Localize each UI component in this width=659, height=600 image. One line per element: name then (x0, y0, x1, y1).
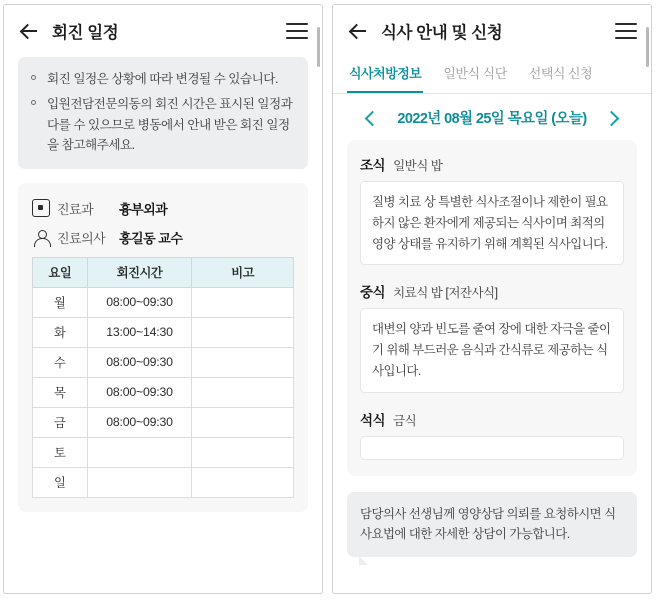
meal-header-lunch (360, 281, 624, 301)
tip-section (347, 492, 637, 557)
left-appbar (4, 5, 322, 57)
hamburger-line (286, 30, 308, 32)
notice-box (18, 57, 308, 169)
meal-kind: 금식 (393, 413, 417, 428)
back-arrow-icon[interactable] (18, 20, 40, 42)
scrollbar[interactable] (646, 27, 649, 67)
cell-note (192, 437, 294, 467)
tab-general-menu[interactable]: 일반식 식단 (443, 66, 507, 81)
notice-text: 입원전담전문의동의 회진 시간은 표시된 일정과 다를 수 있으므로 병동에서 안내 받은 회진 일정을 참고해주세요. (47, 97, 293, 153)
cell-day: 월 (33, 287, 88, 317)
notice-text: 회진 일정은 상황에 따라 변경될 수 있습니다. (47, 72, 278, 86)
date-navigator (333, 94, 651, 140)
cell-note (192, 377, 294, 407)
cell-day: 목 (33, 377, 88, 407)
meal-name: 석식 (360, 412, 386, 428)
cell-time: 08:00~09:30 (87, 377, 191, 407)
hamburger-line (615, 37, 637, 39)
right-appbar (333, 5, 651, 57)
notice-item (31, 94, 295, 155)
current-date-label: 2022년 08월 25일 목요일 (오늘) (397, 111, 587, 127)
back-arrow-icon[interactable] (347, 20, 369, 42)
doctor-label: 진료의사 (57, 230, 106, 246)
department-label: 진료과 (57, 201, 94, 217)
hamburger-line (286, 37, 308, 39)
table-row (33, 437, 294, 467)
table-row (33, 377, 294, 407)
cell-time (87, 467, 191, 497)
doctor-row (32, 228, 294, 247)
left-content (4, 57, 322, 593)
notice-item (31, 69, 295, 89)
page-title: 식사 안내 및 신청 (381, 24, 503, 42)
table-row (33, 317, 294, 347)
hamburger-line (615, 23, 637, 25)
meal-header-breakfast (360, 154, 624, 174)
cell-note (192, 347, 294, 377)
tab-select-meal-request[interactable]: 선택식 신청 (528, 66, 593, 81)
table-row (33, 287, 294, 317)
hamburger-line (286, 23, 308, 25)
tip-tail-decoration (359, 556, 368, 565)
meal-description-dinner (360, 436, 624, 460)
schedule-card (18, 183, 308, 512)
right-screen (332, 4, 652, 594)
cell-day: 금 (33, 407, 88, 437)
rounds-table (32, 257, 294, 498)
department-value: 흉부외과 (119, 201, 168, 217)
cell-day: 화 (33, 317, 88, 347)
meal-name: 중식 (360, 285, 386, 301)
cell-note (192, 467, 294, 497)
hamburger-icon[interactable] (286, 23, 308, 39)
cell-time: 13:00~14:30 (87, 317, 191, 347)
cell-time: 08:00~09:30 (87, 287, 191, 317)
chevron-right-icon[interactable] (605, 110, 621, 126)
chevron-left-icon[interactable] (363, 110, 379, 126)
column-header-note: 비고 (192, 257, 294, 287)
left-screen (3, 4, 323, 594)
tab-bar (333, 57, 651, 94)
cell-day: 일 (33, 467, 88, 497)
meal-header-dinner (360, 409, 624, 429)
cell-note (192, 287, 294, 317)
table-row (33, 407, 294, 437)
meal-description-lunch: 대변의 양과 빈도를 줄여 장에 대한 자극을 줄이기 위해 부드러운 음식과 간식류로 제공하는 식사입니다. (360, 308, 624, 392)
cell-time (87, 437, 191, 467)
bullet-circle-icon (31, 100, 43, 155)
tip-text: 담당의사 선생님께 영양상담 의뢰를 요청하시면 식사요법에 대한 자세한 상담이 가능합니다. (347, 492, 637, 557)
tab-diet-prescription[interactable]: 식사처방정보 (347, 57, 423, 93)
column-header-day: 요일 (33, 257, 88, 287)
meal-kind: 일반식 밥 (393, 159, 443, 173)
meal-kind: 치료식 밥 [저잔사식] (393, 286, 498, 301)
person-icon (32, 228, 50, 246)
table-header-row (33, 257, 294, 287)
table-row (33, 347, 294, 377)
hamburger-line (615, 30, 637, 32)
doctor-value: 홍길동 교수 (119, 230, 183, 246)
meal-info-card (347, 140, 637, 476)
page-title: 회진 일정 (52, 24, 119, 42)
cell-note (192, 407, 294, 437)
meal-description-breakfast: 질병 치료 상 특별한 식사조절이나 제한이 필요하지 않은 환자에게 제공되는 식사이며 최적의 영양 상태를 유지하기 위해 계획된 식사입니다. (360, 181, 624, 265)
bullet-circle-icon (31, 75, 43, 89)
cell-note (192, 317, 294, 347)
cell-time: 08:00~09:30 (87, 347, 191, 377)
department-icon (32, 199, 50, 217)
hamburger-icon[interactable] (615, 23, 637, 39)
cell-time: 08:00~09:30 (87, 407, 191, 437)
meal-name: 조식 (360, 158, 386, 173)
cell-day: 수 (33, 347, 88, 377)
table-row (33, 467, 294, 497)
cell-day: 토 (33, 437, 88, 467)
column-header-time: 회진시간 (87, 257, 191, 287)
department-row (32, 199, 294, 218)
scrollbar[interactable] (317, 27, 320, 67)
